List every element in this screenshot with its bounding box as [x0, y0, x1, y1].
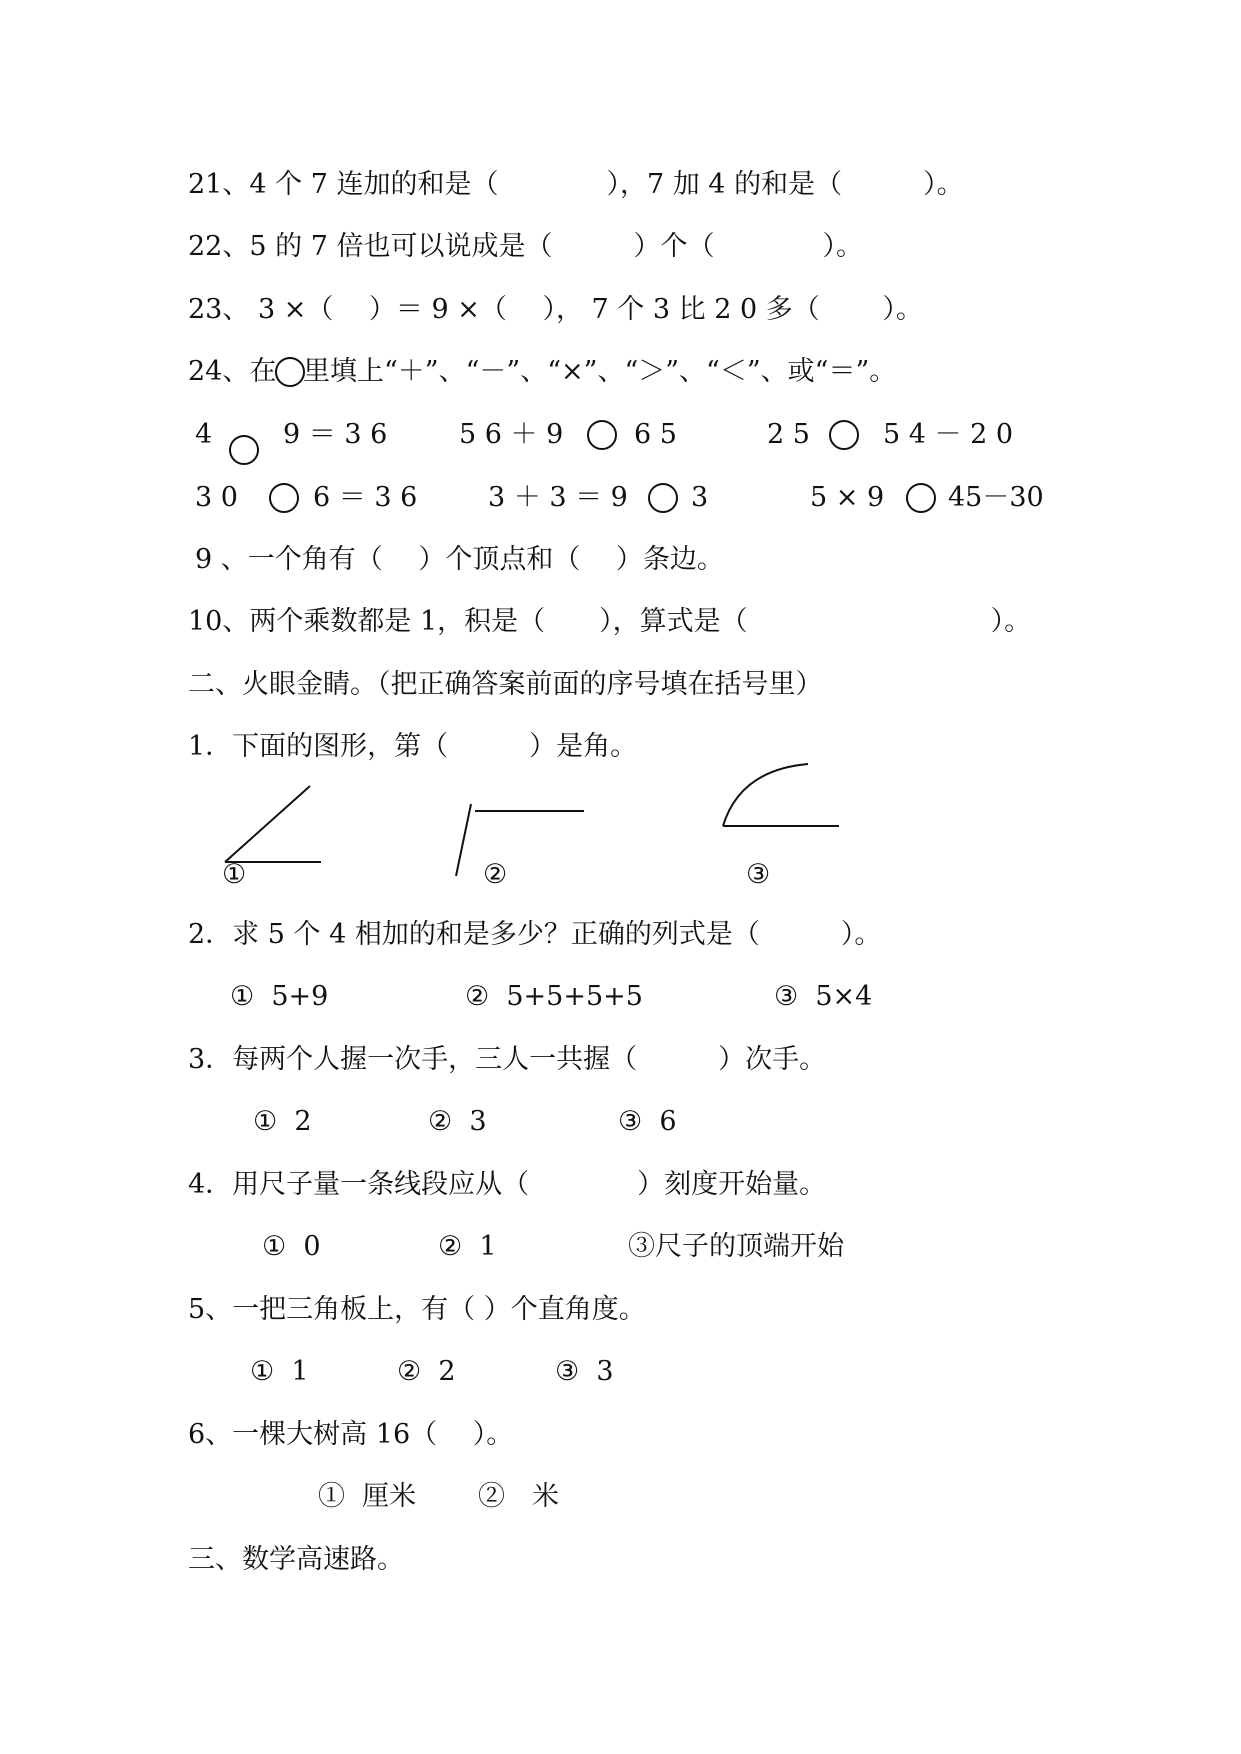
q2-option-3[interactable]: ③ 5×4 [774, 981, 873, 1012]
question-24-prefix: 24、在 [188, 356, 285, 387]
q3-option-2[interactable]: ② 3 [428, 1106, 487, 1137]
figure-2-line-slanted [456, 804, 471, 876]
s2-question-1: 1．下面的图形，第（ ）是角。 [188, 731, 638, 762]
q3-option-1[interactable]: ① 2 [253, 1106, 312, 1137]
expr-r1-a: 4 [195, 419, 213, 450]
question-23: 23、 3 ×（ ）＝ 9 ×（ ）， 7 个 3 比 2 0 多（ ）。 [188, 294, 923, 325]
question-24-instruction: 里填上“＋”、“－”、“×”、“＞”、“＜”、或“＝”。 [303, 356, 897, 387]
q5-option-3[interactable]: ③ 3 [555, 1356, 614, 1387]
q3-option-3[interactable]: ③ 6 [618, 1106, 677, 1137]
expr-r2-a: 3 0 [195, 482, 238, 513]
question-9: 9 、一个角有（ ）个顶点和（ ）条边。 [195, 544, 724, 575]
s2-question-6: 6、一棵大树高 16（ ）。 [188, 1419, 514, 1450]
figure-2-label: ② [483, 859, 508, 890]
question-22: 22、5 的 7 倍也可以说成是（ ）个（ ）。 [188, 231, 863, 262]
answer-circle-r1-1[interactable] [229, 435, 259, 465]
expr-r1-c: 5 6 ＋ 9 [459, 419, 564, 450]
expr-r1-d: 6 5 [634, 419, 677, 450]
answer-circle-r1-2[interactable] [587, 420, 617, 450]
answer-circle-example [275, 357, 305, 387]
s2-question-2: 2．求 5 个 4 相加的和是多少？正确的列式是（ ）。 [188, 919, 882, 950]
q2-option-1[interactable]: ① 5+9 [230, 981, 329, 1012]
q4-option-1[interactable]: ① 0 [262, 1231, 321, 1262]
s2-question-5: 5、一把三角板上，有（ ）个直角度。 [188, 1294, 646, 1325]
expr-r2-c: 3 ＋ 3 ＝ 9 [488, 482, 628, 513]
figure-1-ray-upper [225, 786, 310, 862]
answer-circle-r2-2[interactable] [648, 483, 678, 513]
figure-3-label: ③ [746, 859, 771, 890]
expr-r2-e: 5 × 9 [810, 482, 885, 513]
s2-question-3: 3．每两个人握一次手，三人一共握（ ）次手。 [188, 1044, 827, 1075]
answer-circle-r1-3[interactable] [829, 420, 859, 450]
q5-option-2[interactable]: ② 2 [397, 1356, 456, 1387]
q2-option-2[interactable]: ② 5+5+5+5 [465, 981, 643, 1012]
section-2-heading: 二、火眼金睛。（把正确答案前面的序号填在括号里） [188, 669, 823, 700]
s2-question-4: 4．用尺子量一条线段应从（ ）刻度开始量。 [188, 1169, 827, 1200]
expr-r1-b: 9 ＝ 3 6 [283, 419, 388, 450]
expr-r1-f: 5 4 － 2 0 [883, 419, 1014, 450]
figure-1-label: ① [222, 859, 247, 890]
expr-r2-f: 45－30 [948, 482, 1044, 513]
question-10: 10、两个乘数都是 1，积是（ ），算式是（ ）。 [188, 606, 1032, 637]
section-3-heading: 三、数学高速路。 [188, 1544, 404, 1575]
expr-r2-d: 3 [691, 482, 709, 513]
figure-3-curve [723, 764, 808, 826]
question-21: 21、4 个 7 连加的和是（ ），7 加 4 的和是（ ）。 [188, 169, 964, 200]
angle-figures [200, 760, 900, 900]
q4-option-3[interactable]: ③尺子的顶端开始 [628, 1231, 844, 1262]
q4-option-2[interactable]: ② 1 [438, 1231, 497, 1262]
q6-option-2[interactable]: ② 米 [478, 1481, 559, 1512]
q6-option-1[interactable]: ① 厘米 [318, 1481, 417, 1512]
answer-circle-r2-3[interactable] [906, 483, 936, 513]
answer-circle-r2-1[interactable] [269, 483, 299, 513]
q5-option-1[interactable]: ① 1 [250, 1356, 309, 1387]
expr-r2-b: 6 ＝ 3 6 [313, 482, 418, 513]
expr-r1-e: 2 5 [767, 419, 810, 450]
